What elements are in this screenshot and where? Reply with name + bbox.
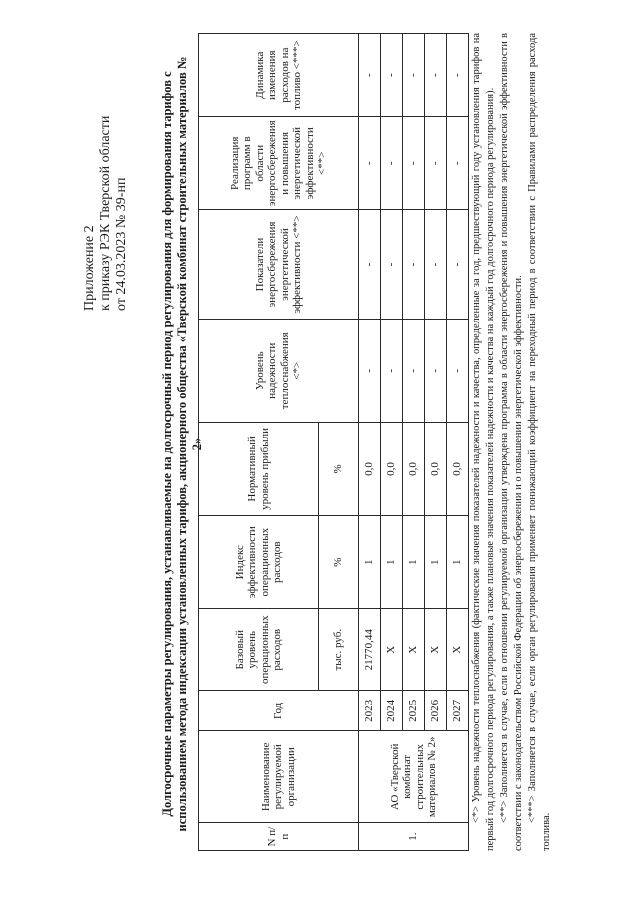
cell-profit: 0,0 xyxy=(403,422,425,516)
cell-reliability: - xyxy=(403,319,425,422)
header-number: N п/п xyxy=(199,823,359,851)
cell-reliability: - xyxy=(359,319,381,422)
cell-index: 1 xyxy=(381,516,403,609)
cell-index: 1 xyxy=(403,516,425,609)
cell-reliability: - xyxy=(425,319,447,422)
header-programs: Реализация программ в области энергосбережения и повышения энергетической эффективности <**> xyxy=(199,117,359,210)
cell-index: 1 xyxy=(359,516,381,609)
header-year: Год xyxy=(199,691,359,731)
unit-base: тыс. руб. xyxy=(319,609,359,691)
cell-program: - xyxy=(447,117,469,210)
cell-fuel: - xyxy=(425,34,447,117)
table-row xyxy=(425,34,447,851)
header-profit-level: Нормативный уровень прибыли xyxy=(199,422,319,516)
cell-reliability: - xyxy=(447,319,469,422)
cell-energy: - xyxy=(403,210,425,320)
organization-name: АО «Тверской комбинат строительных материалов № 2» xyxy=(359,731,469,823)
cell-base: 21770,44 xyxy=(359,609,381,691)
cell-year: 2025 xyxy=(403,691,425,731)
appendix-header xyxy=(82,31,130,311)
cell-profit: 0,0 xyxy=(425,422,447,516)
cell-program: - xyxy=(359,117,381,210)
unit-index: % xyxy=(319,516,359,609)
cell-energy: - xyxy=(447,210,469,320)
cell-reliability: - xyxy=(381,319,403,422)
table-row xyxy=(381,34,403,851)
table-row xyxy=(403,34,425,851)
header-reliability: Уровень надежности теплоснабжения <*> xyxy=(199,319,359,422)
cell-profit: 0,0 xyxy=(359,422,381,516)
cell-energy: - xyxy=(381,210,403,320)
header-efficiency-index: Индекс эффективности операционных расходов xyxy=(199,516,319,609)
table-row xyxy=(447,34,469,851)
cell-base: Х xyxy=(447,609,469,691)
cell-index: 1 xyxy=(425,516,447,609)
appendix-number: Приложение 2 xyxy=(82,225,97,311)
cell-fuel: - xyxy=(359,34,381,117)
cell-energy: - xyxy=(425,210,447,320)
footnote-fuel: <***> Заполняется в случае, если орган регулирования применяет понижающий коэффициент на переходный период в соответствии с Правилами распределения расхода топлива. xyxy=(527,33,552,851)
cell-program: - xyxy=(425,117,447,210)
footnote-energy: <**> Заполняется в случае, если в отношении регулируемой организации утверждена программа в области энергосбережения и повышения энергетической эффективности в соответствии с законодательством Российской Федерации об энергосбережении и о повышении энергетической эффективности. xyxy=(499,33,524,851)
cell-energy: - xyxy=(359,210,381,320)
cell-index: 1 xyxy=(447,516,469,609)
header-fuel-dynamics: Динамика изменения расходов на топливо <***> xyxy=(199,34,359,117)
unit-profit: % xyxy=(319,422,359,516)
appendix-order: к приказу РЭК Тверской области xyxy=(98,115,113,311)
cell-fuel: - xyxy=(447,34,469,117)
cell-profit: 0,0 xyxy=(447,422,469,516)
cell-profit: 0,0 xyxy=(381,422,403,516)
table-row xyxy=(359,34,381,851)
cell-program: - xyxy=(403,117,425,210)
row-number: 1. xyxy=(359,823,469,851)
cell-year: 2023 xyxy=(359,691,381,731)
cell-year: 2027 xyxy=(447,691,469,731)
appendix-date: от 24.03.2023 № 39-нп xyxy=(114,177,129,311)
header-base-level: Базовый уровень операционных расходов xyxy=(199,609,319,691)
cell-program: - xyxy=(381,117,403,210)
footnote-reliability: <*> Уровень надежности теплоснабжения (фактические значения показателей надежности и качества, определенные за год, предшествующий году установления тарифов на первый год долгосрочного периода регулирования, а также плановые значения показателей надежности и качества на каждый год долгосрочного периода регулирования). xyxy=(471,33,496,851)
footnotes xyxy=(470,33,554,851)
table-header-row xyxy=(199,34,319,851)
cell-base: Х xyxy=(403,609,425,691)
cell-year: 2024 xyxy=(381,691,403,731)
header-energy-saving: Показатели энергосбережения энергетической эффективности <**> xyxy=(199,210,359,320)
cell-fuel: - xyxy=(381,34,403,117)
document-title: Долгосрочные параметры регулирования, устанавливаемые на долгосрочный период регулирования для формирования тарифов с использованием метода индексации установленных тарифов, акционерного общества «Тверской комбинат строительных материалов № 2» xyxy=(160,56,204,832)
cell-year: 2026 xyxy=(425,691,447,731)
cell-base: Х xyxy=(381,609,403,691)
parameters-table xyxy=(198,33,469,851)
cell-fuel: - xyxy=(403,34,425,117)
cell-base: Х xyxy=(425,609,447,691)
header-organization: Наименование регулируемой организации xyxy=(199,731,359,823)
